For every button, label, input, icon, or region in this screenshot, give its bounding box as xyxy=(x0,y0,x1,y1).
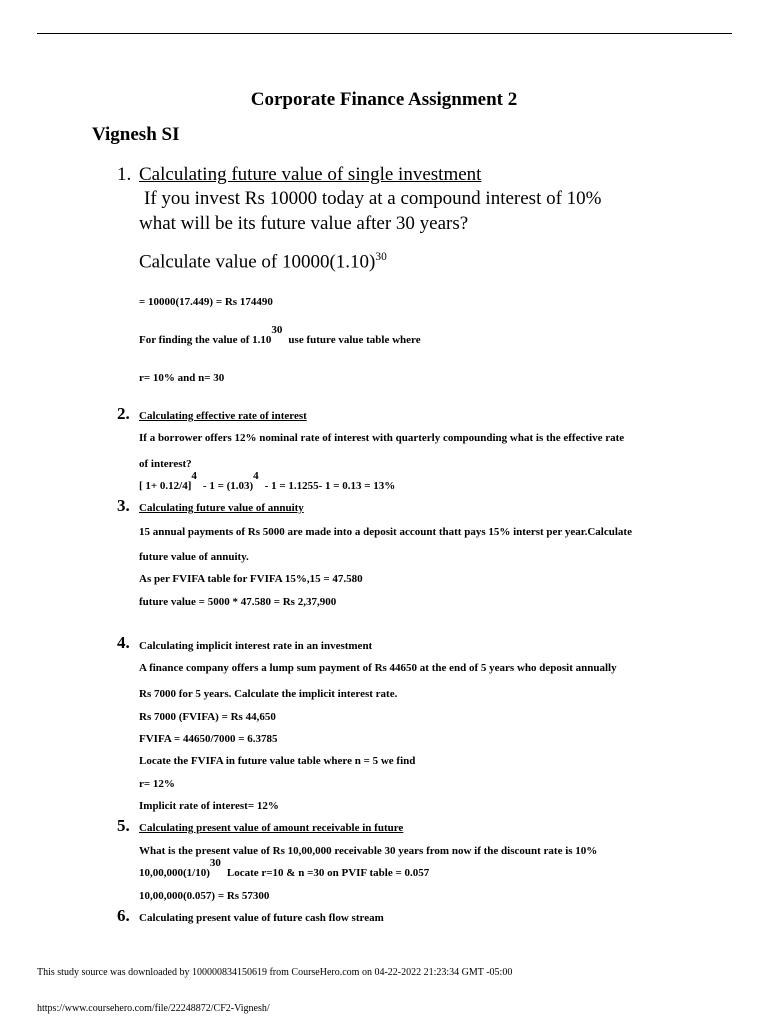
q3-number: 3. xyxy=(117,496,130,515)
q4-text-line1: A finance company offers a lump sum payment of Rs 44650 at the end of 5 years who deposit annually xyxy=(139,662,617,674)
q4-text-line2: Rs 7000 for 5 years. Calculate the implicit interest rate. xyxy=(139,688,398,700)
q2-formula-part3: - 1 = 1.1255- 1 = 0.13 = 13% xyxy=(264,480,396,492)
q6-number: 6. xyxy=(117,906,130,925)
q2-number: 2. xyxy=(117,404,130,423)
q4-heading: Calculating implicit interest rate in an investment xyxy=(139,640,373,652)
q1-params: r= 10% and n= 30 xyxy=(139,372,225,384)
q1-text-line1: If you invest Rs 10000 today at a compound interest of 10% xyxy=(144,188,602,209)
q4-line3: Rs 7000 (FVIFA) = Rs 44,650 xyxy=(139,711,276,723)
q5-formula xyxy=(139,857,430,879)
q1-note xyxy=(139,324,421,346)
q3-line3: As per FVIFA table for FVIFA 15%,15 = 47.580 xyxy=(139,573,363,585)
q5-number: 5. xyxy=(117,816,130,835)
q4-line7: Implicit rate of interest= 12% xyxy=(139,800,279,812)
top-rule xyxy=(37,33,732,34)
q2-formula-exp1: 4 xyxy=(191,470,197,482)
q4-line5: Locate the FVIFA in future value table where n = 5 we find xyxy=(139,755,416,767)
author-name: Vignesh SI xyxy=(92,124,180,145)
q3-line4: future value = 5000 * 47.580 = Rs 2,37,900 xyxy=(139,596,337,608)
q1-text-line2: what will be its future value after 30 years? xyxy=(139,213,469,234)
q2-formula-exp2: 4 xyxy=(253,470,259,482)
q4-line6: r= 12% xyxy=(139,778,175,790)
q2-formula-part1: [ 1+ 0.12/4] xyxy=(139,480,192,492)
q3-text-line1: 15 annual payments of Rs 5000 are made into a deposit account thatt pays 15% interst per year.Calculate xyxy=(139,526,632,538)
q1-number: 1. xyxy=(117,164,132,185)
q5-formula-line: 10,00,000(0.057) = Rs 57300 xyxy=(139,890,270,902)
q2-formula-part2: - 1 = (1.03) xyxy=(202,480,254,492)
q2-text-line2: of interest? xyxy=(139,458,192,470)
document-title: Corporate Finance Assignment 2 xyxy=(250,89,518,110)
q5-heading: Calculating present value of amount receivable in future xyxy=(139,822,404,834)
q2-formula xyxy=(139,470,396,492)
q5-formula-exponent: 30 xyxy=(209,857,221,869)
q5-formula-a: 10,00,000(1/10) xyxy=(139,867,210,879)
q1-note-exponent: 30 xyxy=(271,324,283,336)
q4-number: 4. xyxy=(117,633,130,652)
q1-calculation xyxy=(139,251,387,273)
q6-heading: Calculating present value of future cash flow stream xyxy=(139,912,384,924)
q3-text-line2: future value of annuity. xyxy=(139,551,249,563)
q1-result: = 10000(17.449) = Rs 174490 xyxy=(139,296,273,308)
q2-heading: Calculating effective rate of interest xyxy=(139,410,307,422)
q5-formula-b: Locate r=10 & n =30 on PVIF table = 0.057 xyxy=(226,867,430,879)
q1-calc-exponent: 30 xyxy=(375,251,387,263)
q1-heading: Calculating future value of single investment xyxy=(139,164,482,185)
download-notice: This study source was downloaded by 100000834150619 from CourseHero.com on 04-22-2022 21:23:34 GMT -05:00 xyxy=(37,967,513,978)
q1-note-b: use future value table where xyxy=(288,334,421,346)
q5-text-line1: What is the present value of Rs 10,00,000 receivable 30 years from now if the discount rate is 10% xyxy=(139,845,598,857)
q1-calc-base: Calculate value of 10000(1.10) xyxy=(139,251,376,273)
source-url-link[interactable]: https://www.coursehero.com/file/22248872/CF2-Vignesh/ xyxy=(37,1003,270,1014)
q1-note-a: For finding the value of 1.10 xyxy=(139,334,272,346)
q4-line4: FVIFA = 44650/7000 = 6.3785 xyxy=(139,733,278,745)
q2-text-line1: If a borrower offers 12% nominal rate of interest with quarterly compounding what is the effective rate xyxy=(139,432,625,444)
q3-heading: Calculating future value of annuity xyxy=(139,502,304,514)
